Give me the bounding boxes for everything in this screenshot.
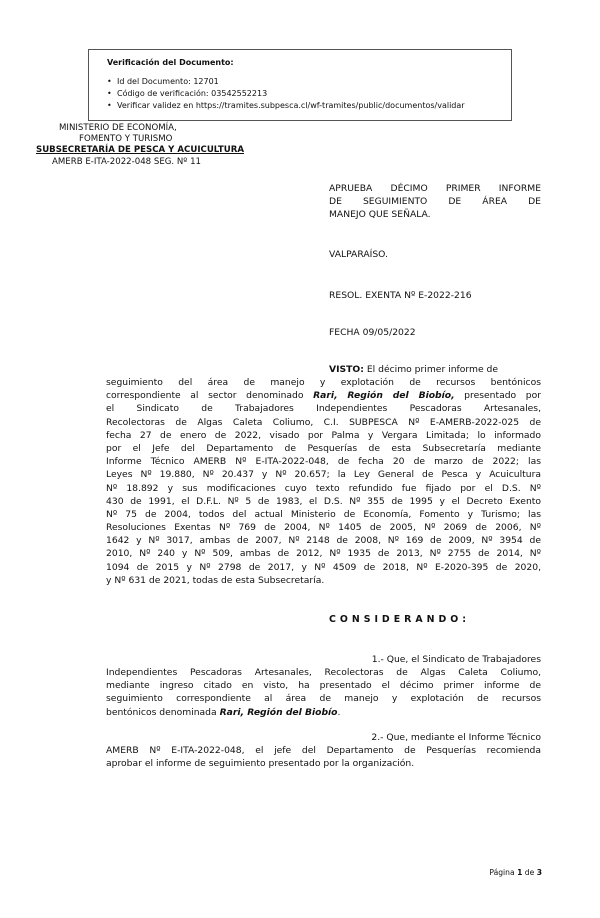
visto-paragraph: [106, 376, 541, 587]
paragraph-line: seguimiento correspondiente al área de manejo y explotación de recursos: [106, 693, 541, 705]
considerando-1-paragraph: [106, 666, 541, 719]
page-indicator: Página 1 de 3: [489, 868, 542, 877]
paragraph-line: Resoluciones Exentas Nº 769 de 2004, Nº 1405 de 2005, Nº 2069 de 2006, Nº: [106, 522, 541, 534]
city: VALPARAÍSO.: [329, 249, 388, 260]
visto-first-line: VISTO: El décimo primer informe de: [329, 364, 499, 375]
paragraph-line: fecha 27 de enero de 2022, visado por Palma y Vergara Limitada; lo informado: [106, 429, 541, 441]
paragraph-line: aprobar el informe de seguimiento presentado por la organización.: [106, 758, 415, 770]
considerando-2-paragraph: [106, 744, 541, 770]
emphasis: Rari, Región del Biobío: [219, 706, 338, 718]
ministry-line-2: FOMENTO Y TURISMO: [79, 134, 173, 144]
subject-block: [329, 182, 541, 222]
bullet-icon: •: [107, 101, 112, 110]
paragraph-line: 430 de 1991, el D.F.L. Nº 5 de 1983, el D.S. Nº 355 de 1995 y el Decreto Exento: [106, 495, 541, 507]
paragraph-line: 1094 de 2015 y Nº 2798 de 2017, y Nº 4509 de 2018, Nº E-2020-395 de 2020,: [106, 561, 541, 573]
verification-box: [88, 49, 512, 121]
resolution-date: FECHA 09/05/2022: [329, 327, 416, 338]
paragraph-line: Recolectoras de Algas Caleta Coliumo, C.I. SUBPESCA Nº E-AMERB-2022-025 de: [106, 416, 541, 428]
page-current: 1: [517, 868, 523, 877]
visto-label: VISTO:: [329, 364, 364, 375]
paragraph-line: Informe Técnico AMERB Nº E-ITA-2022-048, de fecha 20 de marzo de 2022; las: [106, 456, 541, 468]
paragraph-line: bentónicos denominada Rari, Región del Biobío.: [106, 706, 341, 718]
paragraph-line: por el Jefe del Departamento de Pesquerías de esta Subsecretaría mediante: [106, 442, 541, 454]
considerando-1-first-line: 1.- Que, el Sindicato de Trabajadores: [371, 654, 541, 665]
paragraph-line: y Nº 631 de 2021, todas de esta Subsecretaría.: [106, 574, 325, 586]
subsecretaria-heading: SUBSECRETARÍA DE PESCA Y ACUICULTURA: [36, 145, 244, 155]
paragraph-line: correspondiente al sector denominado Rari, Región del Biobío, presentado por: [106, 390, 541, 402]
ministry-line-1: MINISTERIO DE ECONOMÍA,: [59, 123, 177, 133]
bullet-icon: •: [107, 89, 112, 98]
verification-item-id: • Id del Documento: 12701: [107, 77, 219, 86]
bullet-icon: •: [107, 77, 112, 86]
paragraph-line: Leyes Nº 19.880, Nº 20.437 y Nº 20.657; la Ley General de Pesca y Acuicultura: [106, 469, 541, 481]
subject-line: APRUEBA DÉCIMO PRIMER INFORME: [329, 183, 541, 194]
reference-number: AMERB E-ITA-2022-048 SEG. Nº 11: [52, 157, 202, 167]
paragraph-line: Nº 75 de 2004, todos del actual Ministerio de Economía, Fomento y Turismo; las: [106, 508, 541, 520]
resolution-number: RESOL. EXENTA Nº E-2022-216: [329, 290, 472, 301]
paragraph-line: 2010, Nº 240 y Nº 509, ambas de 2012, Nº 1935 de 2013, Nº 2755 de 2014, Nº: [106, 548, 541, 560]
paragraph-line: el Sindicato de Trabajadores Independientes Pescadoras Artesanales,: [106, 403, 541, 415]
subject-line: DE SEGUIMIENTO DE ÁREA DE: [329, 196, 541, 208]
paragraph-line: seguimiento del área de manejo y explotación de recursos bentónicos: [106, 377, 541, 388]
verification-title: Verificación del Documento:: [107, 58, 234, 67]
page-total: 3: [536, 868, 542, 877]
paragraph-line: Independientes Pescadoras Artesanales, Recolectoras de Algas Caleta Coliumo,: [106, 667, 541, 678]
verification-item-code: • Código de verificación: 03542552213: [107, 89, 268, 98]
paragraph-line: 1642 y Nº 3017, ambas de 2007, Nº 2148 de 2008, Nº 169 de 2009, Nº 3954 de: [106, 535, 541, 547]
verification-item-url[interactable]: • Verificar validez en https://tramites.subpesca.cl/wf-tramites/public/documentos/validar: [107, 101, 465, 110]
emphasis: Rari, Región del Biobío,: [313, 390, 455, 402]
verification-list: [107, 76, 465, 112]
considerando-2-first-line: 2.- Que, mediante el Informe Técnico: [371, 732, 541, 743]
subject-line: MANEJO QUE SEÑALA.: [329, 209, 431, 221]
paragraph-line: mediante ingreso citado en visto, ha presentado el décimo primer informe de: [106, 680, 541, 692]
paragraph-line: AMERB Nº E-ITA-2022-048, el jefe del Departamento de Pesquerías recomienda: [106, 745, 541, 756]
paragraph-line: Nº 18.892 y sus modificaciones cuyo texto refundido fue fijado por el D.S. Nº: [106, 482, 541, 494]
considerando-heading: CONSIDERANDO:: [329, 614, 470, 625]
